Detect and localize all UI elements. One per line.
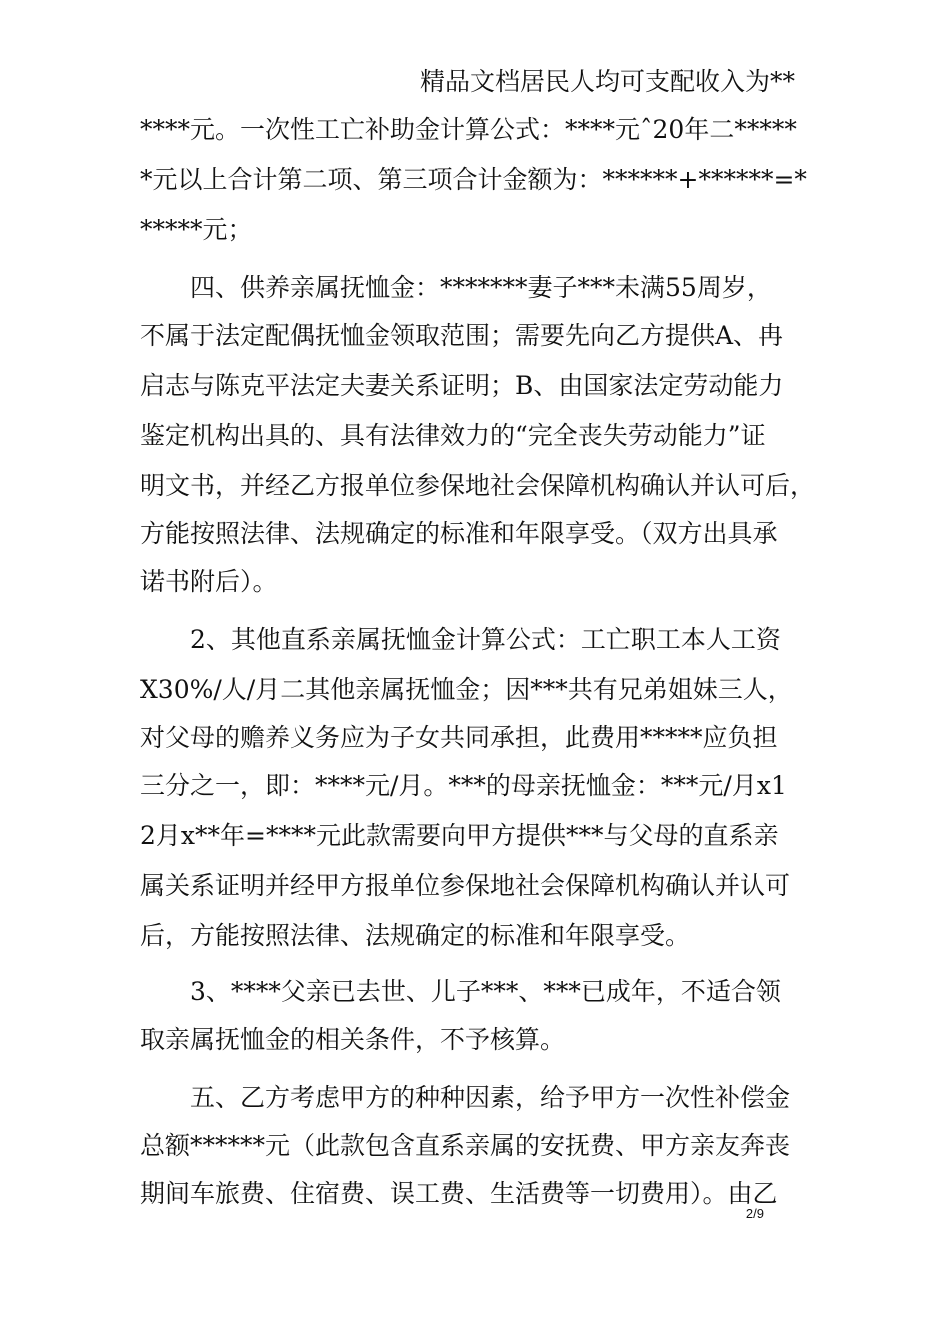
text-line: X30%/人/月二其他亲属抚恤金；因***共有兄弟姐妹三人， — [140, 675, 793, 704]
text-line: 不属于法定配偶抚恤金领取范围；需要先向乙方提供A、冉 — [140, 321, 784, 350]
text-line: 对父母的赡养义务应为子女共同承担，此费用*****应负担 — [140, 723, 778, 752]
text-line: 鉴定机构出具的、具有法律效力的“完全丧失劳动能力”证 — [140, 421, 766, 450]
text-line: 诺书附后）。 — [140, 567, 278, 596]
text-line: *元以上合计第二项、第三项合计金额为：******+******=* — [140, 165, 807, 194]
text-line: 明文书，并经乙方报单位参保地社会保障机构确认并认可后， — [140, 471, 816, 500]
text-line: 方能按照法律、法规确定的标准和年限享受。（双方出具承 — [140, 519, 778, 548]
text-line: 后，方能按照法律、法规确定的标准和年限享受。 — [140, 921, 691, 950]
text-line: 期间车旅费、住宿费、误工费、生活费等一切费用）。由乙 — [140, 1179, 778, 1208]
text-line: 三分之一，即：****元/月。***的母亲抚恤金：***元/月x1 — [140, 771, 787, 800]
text-line: 取亲属抚恤金的相关条件，不予核算。 — [140, 1025, 566, 1054]
text-line: 3、****父亲已去世、儿子***、***已成年，不适合领 — [140, 977, 781, 1006]
text-line: 五、乙方考虑甲方的种种因素，给予甲方一次性补偿金 — [140, 1083, 791, 1112]
text-line: 2月x**年=****元此款需要向甲方提供***与父母的直系亲 — [140, 821, 779, 850]
text-line: *****元； — [140, 215, 253, 244]
text-line: ****元。一次性工亡补助金计算公式：****元ˆ20年二***** — [140, 115, 797, 144]
text-line: 属关系证明并经甲方报单位参保地社会保障机构确认并认可 — [140, 871, 791, 900]
text-line: 总额******元（此款包含直系亲属的安抚费、甲方亲友奔丧 — [140, 1131, 791, 1160]
text-line: 四、供养亲属抚恤金：*******妻子***未满55周岁， — [140, 273, 772, 302]
text-line: 启志与陈克平法定夫妻关系证明；B、由国家法定劳动能力 — [140, 371, 784, 400]
page-number: 2/9 — [745, 1206, 764, 1221]
document-header: 精品文档居民人均可支配收入为** — [420, 67, 796, 96]
text-line: 2、其他直系亲属抚恤金计算公式：工亡职工本人工资 — [140, 625, 781, 654]
